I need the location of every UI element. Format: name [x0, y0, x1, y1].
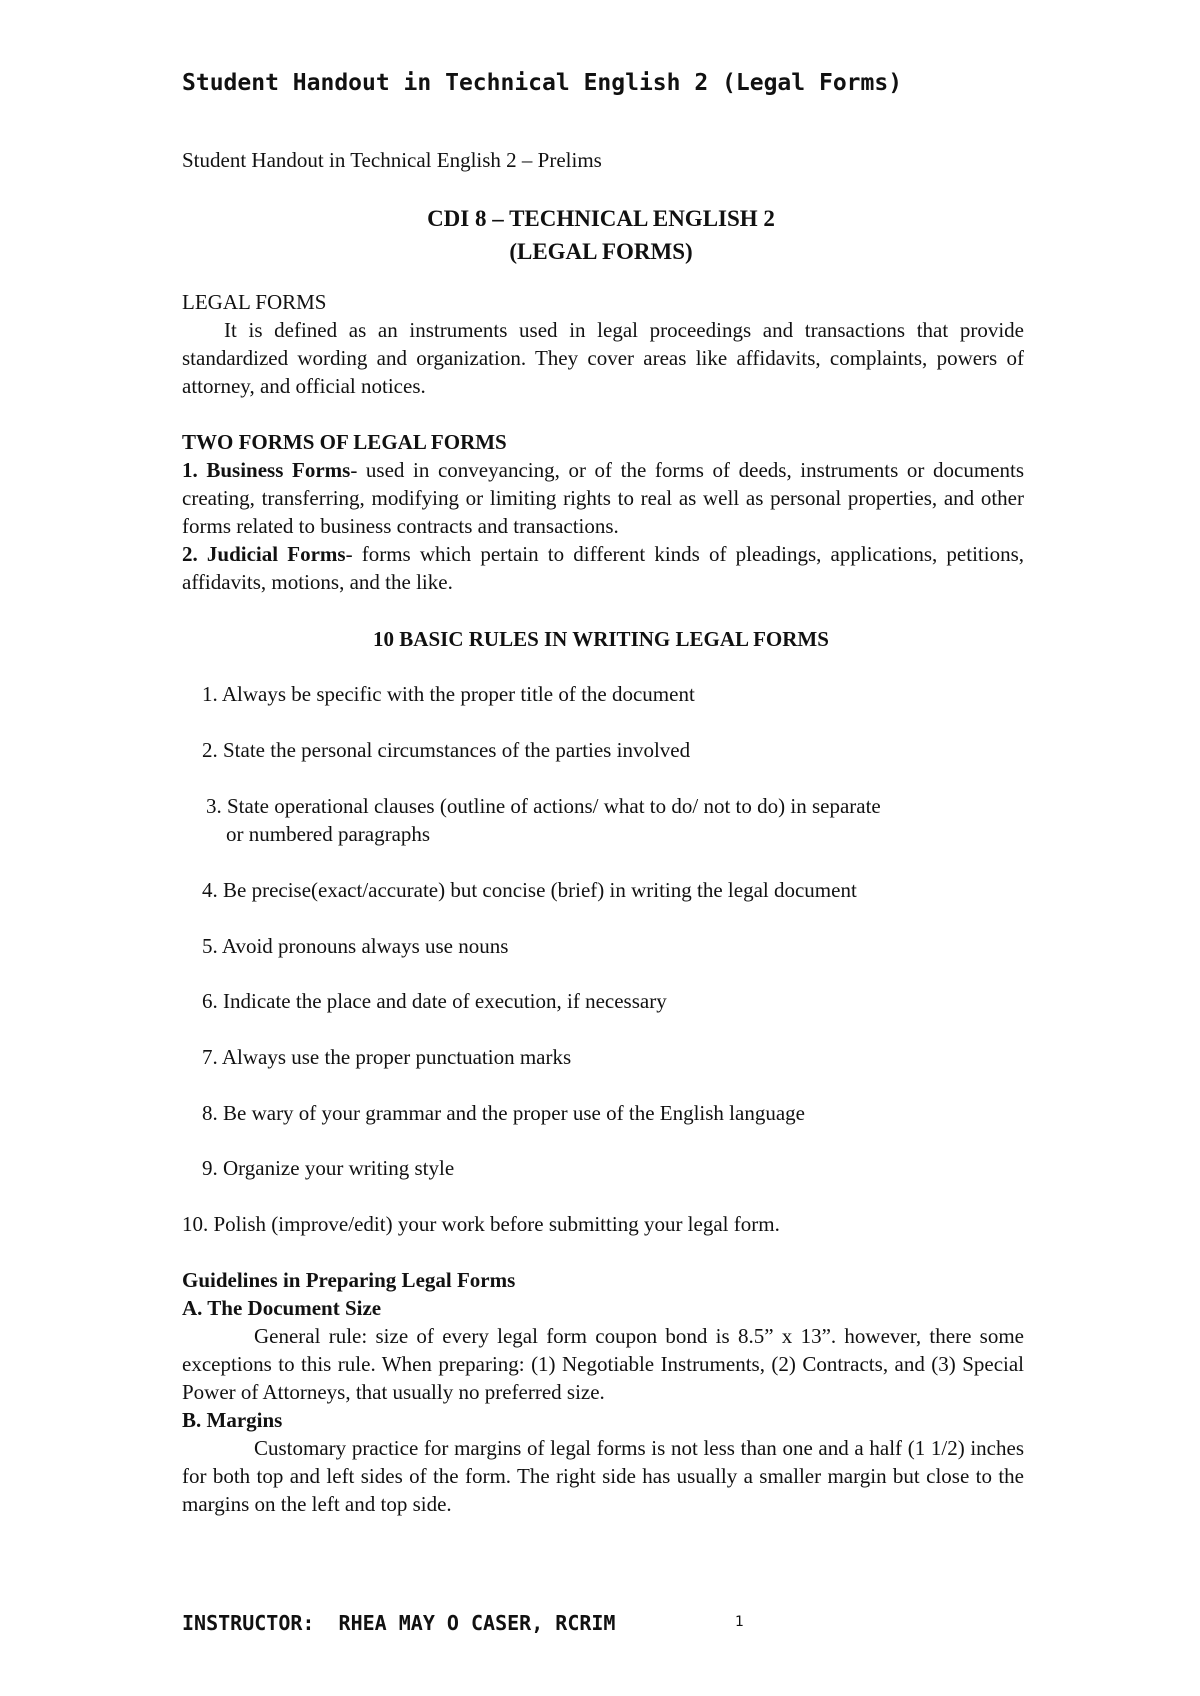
running-header: Student Handout in Technical English 2 (Legal Forms) [182, 70, 903, 96]
footer-instructor: INSTRUCTOR: RHEA MAY O CASER, RCRIM [182, 1611, 616, 1635]
rule-item: 5. Avoid pronouns always use nouns [202, 934, 509, 958]
document-title-line1: CDI 8 – TECHNICAL ENGLISH 2 [427, 206, 775, 231]
guidelines-heading: Guidelines in Preparing Legal Forms [182, 1268, 516, 1292]
margins-heading: B. Margins [182, 1408, 283, 1432]
rule-item: 4. Be precise(exact/accurate) but concise (brief) in writing the legal document [202, 878, 857, 902]
document-size-heading: A. The Document Size [182, 1296, 382, 1320]
margins-text: Customary practice for margins of legal forms is not less than one and a half (1 1/2) inches for both top and left sides of the form. The right side has usually a smaller margin but close to the margins on the left and top side. [182, 1436, 1024, 1516]
rule-item: 8. Be wary of your grammar and the proper use of the English language [202, 1101, 805, 1125]
judicial-forms-label: 2. Judicial Forms [182, 542, 346, 566]
rule-item-continuation: or numbered paragraphs [226, 822, 431, 846]
business-forms-item [182, 456, 1024, 540]
rule-item: 1. Always be specific with the proper title of the document [202, 682, 695, 706]
judicial-forms-text: - forms which pertain to different kinds of pleadings, applications, petitions, affidavits, motions, and the like. [182, 542, 1024, 594]
business-forms-text: - used in conveyancing, or of the forms of deeds, instruments or documents creating, transferring, modifying or limiting rights to real as well as personal properties, and other forms related to business contracts and transactions. [182, 458, 1024, 538]
rules-heading: 10 BASIC RULES IN WRITING LEGAL FORMS [373, 627, 829, 651]
legal-forms-heading: LEGAL FORMS [182, 290, 327, 314]
business-forms-label: 1. Business Forms [182, 458, 351, 482]
document-size-text: General rule: size of every legal form coupon bond is 8.5” x 13”. however, there some exceptions to this rule. When preparing: (1) Negotiable Instruments, (2) Contracts, and (3) Special Power of Attorneys, that usually no preferred size. [182, 1324, 1024, 1404]
rule-item: 9. Organize your writing style [202, 1156, 455, 1180]
judicial-forms-item [182, 540, 1024, 596]
legal-forms-definition: It is defined as an instruments used in legal proceedings and transactions that provide standardized wording and organization. They cover areas like affidavits, complaints, powers of attorney, and official notices. [182, 318, 1024, 398]
two-forms-heading: TWO FORMS OF LEGAL FORMS [182, 430, 507, 454]
rule-item: 10. Polish (improve/edit) your work before submitting your legal form. [182, 1212, 780, 1236]
document-subtitle: Student Handout in Technical English 2 – Prelims [182, 148, 602, 172]
rule-item: 3. State operational clauses (outline of actions/ what to do/ not to do) in separate [206, 794, 881, 818]
rule-item: 6. Indicate the place and date of execution, if necessary [202, 989, 667, 1013]
rule-item: 7. Always use the proper punctuation marks [202, 1045, 572, 1069]
document-title-line2: (LEGAL FORMS) [509, 239, 693, 264]
page-number: 1 [735, 1614, 744, 1630]
rule-item: 2. State the personal circumstances of the parties involved [202, 738, 691, 762]
